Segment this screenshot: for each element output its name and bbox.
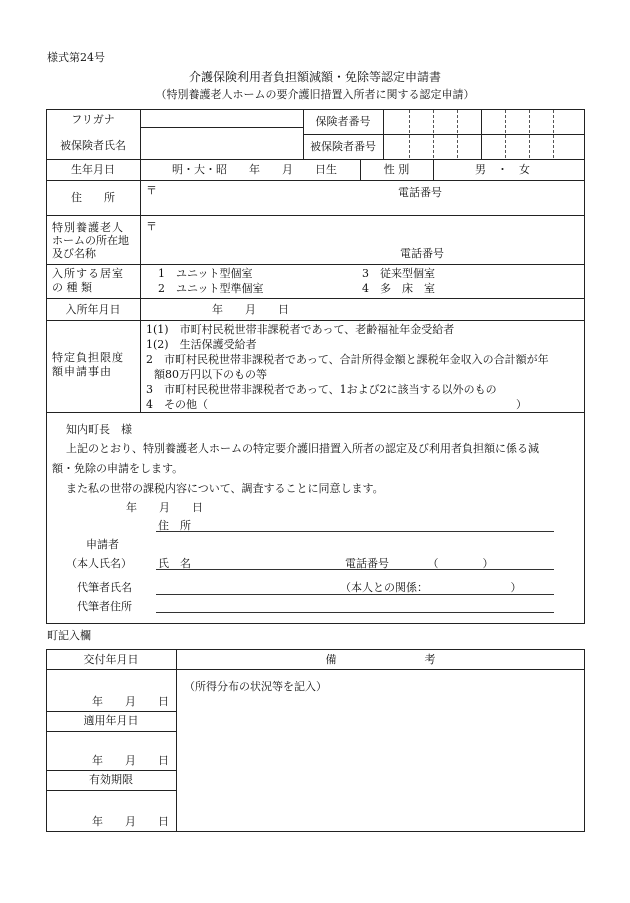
form-number: 様式第24号 [47, 51, 105, 64]
proxy-address-field[interactable] [156, 612, 554, 613]
room-option-3[interactable]: 3 従来型個室 [362, 267, 435, 280]
addressee: 知内町長 様 [66, 423, 132, 436]
applicant-name-label: 氏 名 [158, 557, 191, 570]
valid-period-label: 有効期限 [89, 773, 133, 786]
reason-item[interactable]: 1(2) 生活保護受給者 [146, 338, 257, 351]
applicant-address-field[interactable] [156, 531, 554, 532]
declaration-text: 額・免除の申請をします。 [52, 462, 184, 475]
facility-label: 特別養護老人 [52, 221, 124, 234]
applicant-label: 申請者 [86, 538, 119, 551]
reason-item[interactable]: 2 市町村民税世帯非課税者であって、合計所得金額と課税年金収入の合計額が年 [146, 353, 549, 366]
reason-item[interactable]: 1(1) 市町村民税世帯非課税者であって、老齢福祉年金受給者 [146, 323, 455, 336]
proxy-address-label: 代筆者住所 [77, 600, 132, 613]
admission-date[interactable]: 年 月 日 [212, 303, 289, 316]
reason-item[interactable]: 3 市町村民税世帯非課税者であって、1および2に該当する以外のもの [146, 383, 497, 396]
reason-item[interactable]: 4 その他（ ） [146, 398, 527, 411]
insured-no-label: 被保険者番号 [310, 140, 376, 153]
issue-date-field[interactable]: 年 月 日 [92, 695, 169, 708]
apply-date-field[interactable]: 年 月 日 [92, 754, 169, 767]
proxy-name-label: 代筆者氏名 [77, 581, 132, 594]
insurer-no-label: 保険者番号 [315, 115, 371, 128]
admission-label: 入所年月日 [65, 303, 121, 316]
remarks-field[interactable] [178, 671, 584, 831]
applicant-address-label: 住 所 [158, 519, 191, 532]
applicant-sub-label: （本人氏名） [66, 557, 132, 570]
consent-text: また私の世帯の課税内容について、調査することに同意します。 [66, 482, 384, 495]
insured-name-label: 被保険者氏名 [60, 139, 126, 152]
sex-label: 性 別 [383, 163, 410, 176]
valid-period-field[interactable]: 年 月 日 [92, 815, 169, 828]
phone-label: 電話番号 [398, 186, 442, 199]
furigana-field[interactable] [142, 111, 302, 126]
declaration-text: 上記のとおり、特別養護老人ホームの特定要介護旧措置入所者の認定及び利用者負担額に係る減 [66, 442, 539, 455]
office-section-title: 町記入欄 [47, 629, 91, 642]
issue-date-label: 交付年月日 [83, 653, 139, 666]
form-subtitle: （特別養護老人ホームの要介護旧措置入所者に関する認定申請） [155, 88, 475, 101]
sex-value[interactable]: 男 ・ 女 [475, 163, 530, 176]
facility-phone-label: 電話番号 [400, 247, 444, 260]
apply-date-label: 適用年月日 [83, 714, 139, 727]
applicant-name-field[interactable] [156, 569, 554, 570]
relation-label: （本人との関係： ） [340, 581, 522, 594]
applicant-phone-label: 電話番号 （ ） [345, 557, 494, 570]
birth-value[interactable]: 明・大・昭 年 月 日生 [172, 163, 337, 176]
address-label: 住 所 [71, 191, 115, 204]
furigana-label: フリガナ [71, 113, 115, 126]
birth-label: 生年月日 [71, 163, 115, 176]
reason-label: 特定負担限度 [52, 351, 124, 364]
application-date[interactable]: 年 月 日 [126, 501, 203, 514]
insured-name-field[interactable] [142, 129, 302, 158]
proxy-name-field[interactable] [156, 594, 554, 595]
remarks-label: 備 考 [325, 653, 436, 666]
remarks-note: （所得分布の状況等を記入） [184, 680, 327, 693]
reason-item: 額80万円以下のもの等 [154, 368, 267, 381]
facility-postal-mark: 〒 [146, 220, 157, 233]
room-type-label: 入所する居室 [52, 267, 124, 280]
postal-mark: 〒 [146, 184, 157, 197]
room-option-1[interactable]: 1 ユニット型個室 [158, 267, 253, 280]
form-title: 介護保険利用者負担額減額・免除等認定申請書 [188, 70, 441, 84]
room-option-4[interactable]: 4 多 床 室 [362, 282, 435, 295]
room-option-2[interactable]: 2 ユニット型準個室 [158, 282, 264, 295]
